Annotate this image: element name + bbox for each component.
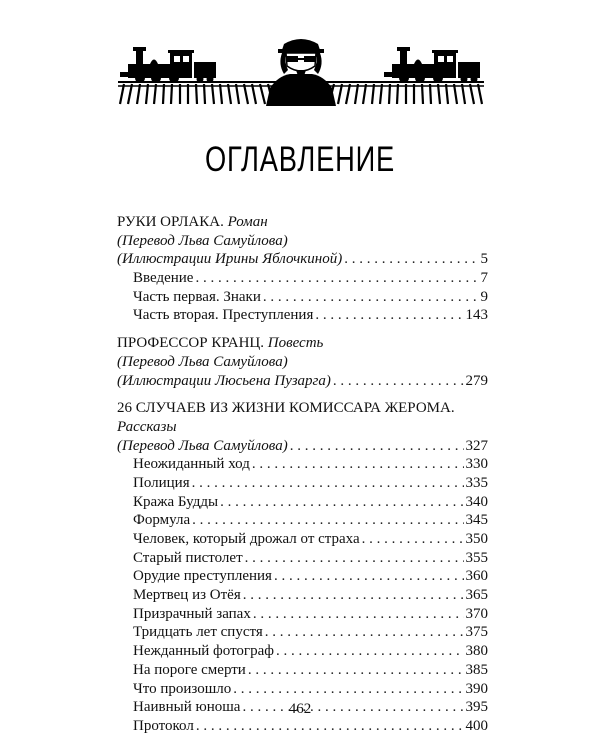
work-genre: Рассказы [117,418,177,435]
story-entry [117,530,488,549]
story-title: Полиция [133,474,190,491]
dot-leader [344,250,478,269]
dot-leader [243,586,464,605]
page-number: 5 [480,251,488,268]
dot-leader [253,605,464,624]
dot-leader [252,455,464,474]
story-title: Что произошло [133,680,232,697]
toc-entry [117,372,488,391]
dot-leader [233,680,463,699]
page-number: 385 [465,661,488,678]
page-number: 355 [465,549,488,566]
story-entry [117,586,488,605]
work-title: РУКИ ОРЛАКА. Роман [117,214,268,230]
dot-leader [274,567,464,586]
toc-entry [117,418,488,437]
toc-entry [117,334,488,353]
story-title: Орудие преступления [133,568,272,585]
dot-leader [192,474,464,493]
toc-entry [117,437,488,456]
page-number: 143 [465,307,488,324]
story-title: Человек, который дрожал от страха [133,531,360,547]
toc-entry [117,269,488,288]
translator-credit: (Перевод Льва Самуйлова) [117,232,288,249]
toc-entry [117,306,488,325]
header-illustration-icon [118,28,484,106]
chapter-title: Часть первая. Знаки [133,288,261,305]
table-of-contents [117,213,488,736]
story-entry [117,661,488,680]
toc-entry [117,250,488,269]
dot-leader [265,623,464,642]
story-title: На пороге смерти [133,661,246,678]
story-title: Протокол [133,717,194,734]
dot-leader [192,511,463,530]
story-entry [117,474,488,493]
chapter-title: Часть вторая. Преступления [133,307,314,324]
story-title: Формула [133,512,191,529]
toc-entry [117,399,488,418]
story-title: Тридцать лет спустя [133,624,263,641]
story-title: Наивный юноша [133,699,241,716]
dot-leader [248,661,464,680]
page-title: ОГЛАВЛЕНИЕ [204,140,395,179]
work-title: 26 СЛУЧАЕВ ИЗ ЖИЗНИ КОМИССАРА ЖЕРОМА. [117,400,455,417]
story-entry [117,567,488,586]
toc-entry [117,213,488,232]
illustrator-credit: (Иллюстрации Ирины Яблочкиной) [117,251,343,268]
story-title: Мертвец из Отёя [133,587,241,604]
story-title: Призрачный запах [133,605,251,622]
page-number: 400 [465,717,488,734]
page-number: 345 [465,512,488,529]
page-number: 380 [465,643,488,660]
dot-leader [263,288,479,307]
story-entry [117,623,488,642]
page-number-footer: 462 [288,701,312,717]
page-number: 395 [465,699,488,716]
story-entry [117,455,488,474]
translator-credit: (Перевод Льва Самуйлова) [117,437,288,454]
page-number: 330 [465,456,488,473]
dot-leader [362,530,464,549]
page-number: 375 [465,624,488,641]
page-number: 360 [465,568,488,585]
chapter-title: Введение [133,270,194,287]
dot-leader [315,306,463,325]
page-number: 279 [465,372,488,389]
dot-leader [245,549,464,568]
story-title: Кража Будды [133,493,219,510]
dot-leader [196,717,464,736]
translator-credit: (Перевод Льва Самуйлова) [117,353,288,370]
dot-leader [290,437,464,456]
page-number: 340 [465,493,488,510]
toc-entry [117,353,488,372]
work-title: ПРОФЕССОР КРАНЦ. Повесть [117,335,324,352]
dot-leader [220,493,463,512]
dot-leader [195,269,478,288]
story-entry [117,549,488,568]
page-number: 7 [480,270,488,287]
story-entry [117,642,488,661]
toc-entry [117,232,488,251]
illustrator-credit: (Иллюстрации Люсьена Пузарга) [117,372,331,389]
page-number: 9 [480,288,488,305]
story-title: Старый пистолет [133,549,243,566]
toc-entry [117,288,488,307]
page-number: 350 [465,531,488,547]
page-number: 335 [465,474,488,491]
story-entry [117,605,488,624]
story-entry [117,493,488,512]
page-number: 370 [465,605,488,622]
story-entry [117,511,488,530]
story-entry [117,717,488,736]
page-number: 327 [465,437,488,454]
story-title: Нежданный фотограф [133,643,274,660]
dot-leader [333,372,464,391]
story-entry [117,680,488,699]
dot-leader [276,642,464,661]
page-number: 390 [465,680,488,697]
page-number: 365 [465,587,488,604]
story-title: Неожиданный ход [133,456,250,473]
